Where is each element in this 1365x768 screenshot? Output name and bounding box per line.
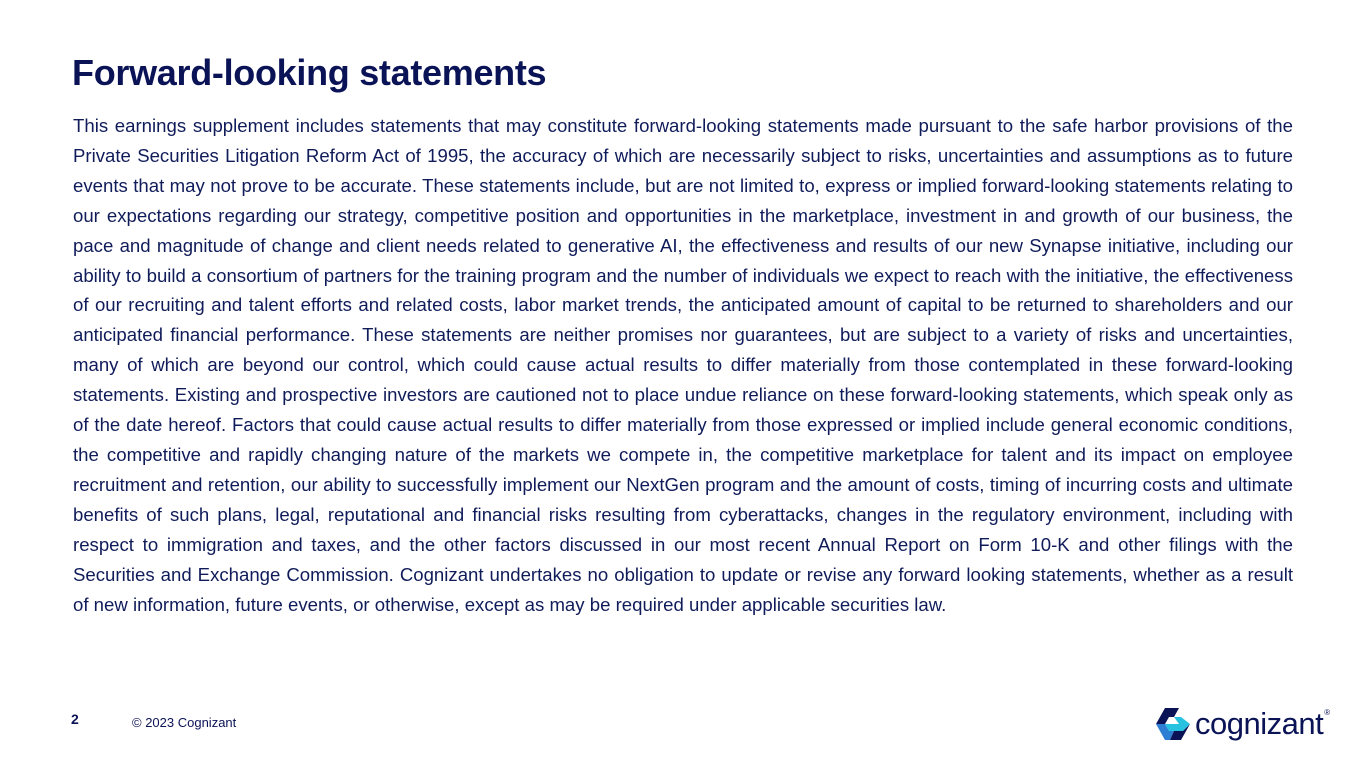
forward-looking-statements-body: This earnings supplement includes statements that may constitute forward-looking statements made pursuant to the safe harbor provisions of the Private Securities Litigation Reform Act of 1995, the accuracy of which are necessarily subject to risks, uncertainties and assumptions as to future events that may not prove to be accurate. These statements include, but are not limited to, express or implied forward-looking statements relating to our expectations regarding our strategy, competitive position and opportunities in the marketplace, investment in and growth of our business, the pace and magnitude of change and client needs related to generative AI, the effectiveness and results of our new Synapse initiative, including our ability to build a consortium of partners for the training program and the number of individuals we expect to reach with the initiative, the effectiveness of our recruiting and talent efforts and related costs, labor market trends, the anticipated amount of capital to be returned to shareholders and our anticipated financial performance. These statements are neither promises nor guarantees, but are subject to a variety of risks and uncertainties, many of which are beyond our control, which could cause actual results to differ materially from those contemplated in these forward-looking statements. Existing and prospective investors are cautioned not to place undue reliance on these forward-looking statements, which speak only as of the date hereof. Factors that could cause actual results to differ materially from those expressed or implied include general economic conditions, the competitive and rapidly changing nature of the markets we compete in, the competitive marketplace for talent and its impact on employee recruitment and retention, our ability to successfully implement our NextGen program and the amount of costs, timing of incurring costs and ultimate benefits of such plans, legal, reputational and financial risks resulting from cyberattacks, changes in the regulatory environment, including with respect to immigration and taxes, and the other factors discussed in our most recent Annual Report on Form 10-K and other filings with the Securities and Exchange Commission. Cognizant undertakes no obligation to update or revise any forward looking statements, whether as a result of new information, future events, or otherwise, except as may be required under applicable securities law. bbox=[73, 115, 1293, 615]
slide-title: Forward-looking statements bbox=[72, 52, 547, 93]
cognizant-logo-mark-icon bbox=[1154, 706, 1192, 742]
cognizant-logo-wordmark: cognizant bbox=[1195, 706, 1324, 741]
page-number: 2 bbox=[71, 711, 79, 727]
cognizant-logo bbox=[1154, 704, 1330, 744]
registered-mark: ® bbox=[1324, 708, 1331, 717]
copyright-notice: © 2023 Cognizant bbox=[132, 715, 237, 730]
